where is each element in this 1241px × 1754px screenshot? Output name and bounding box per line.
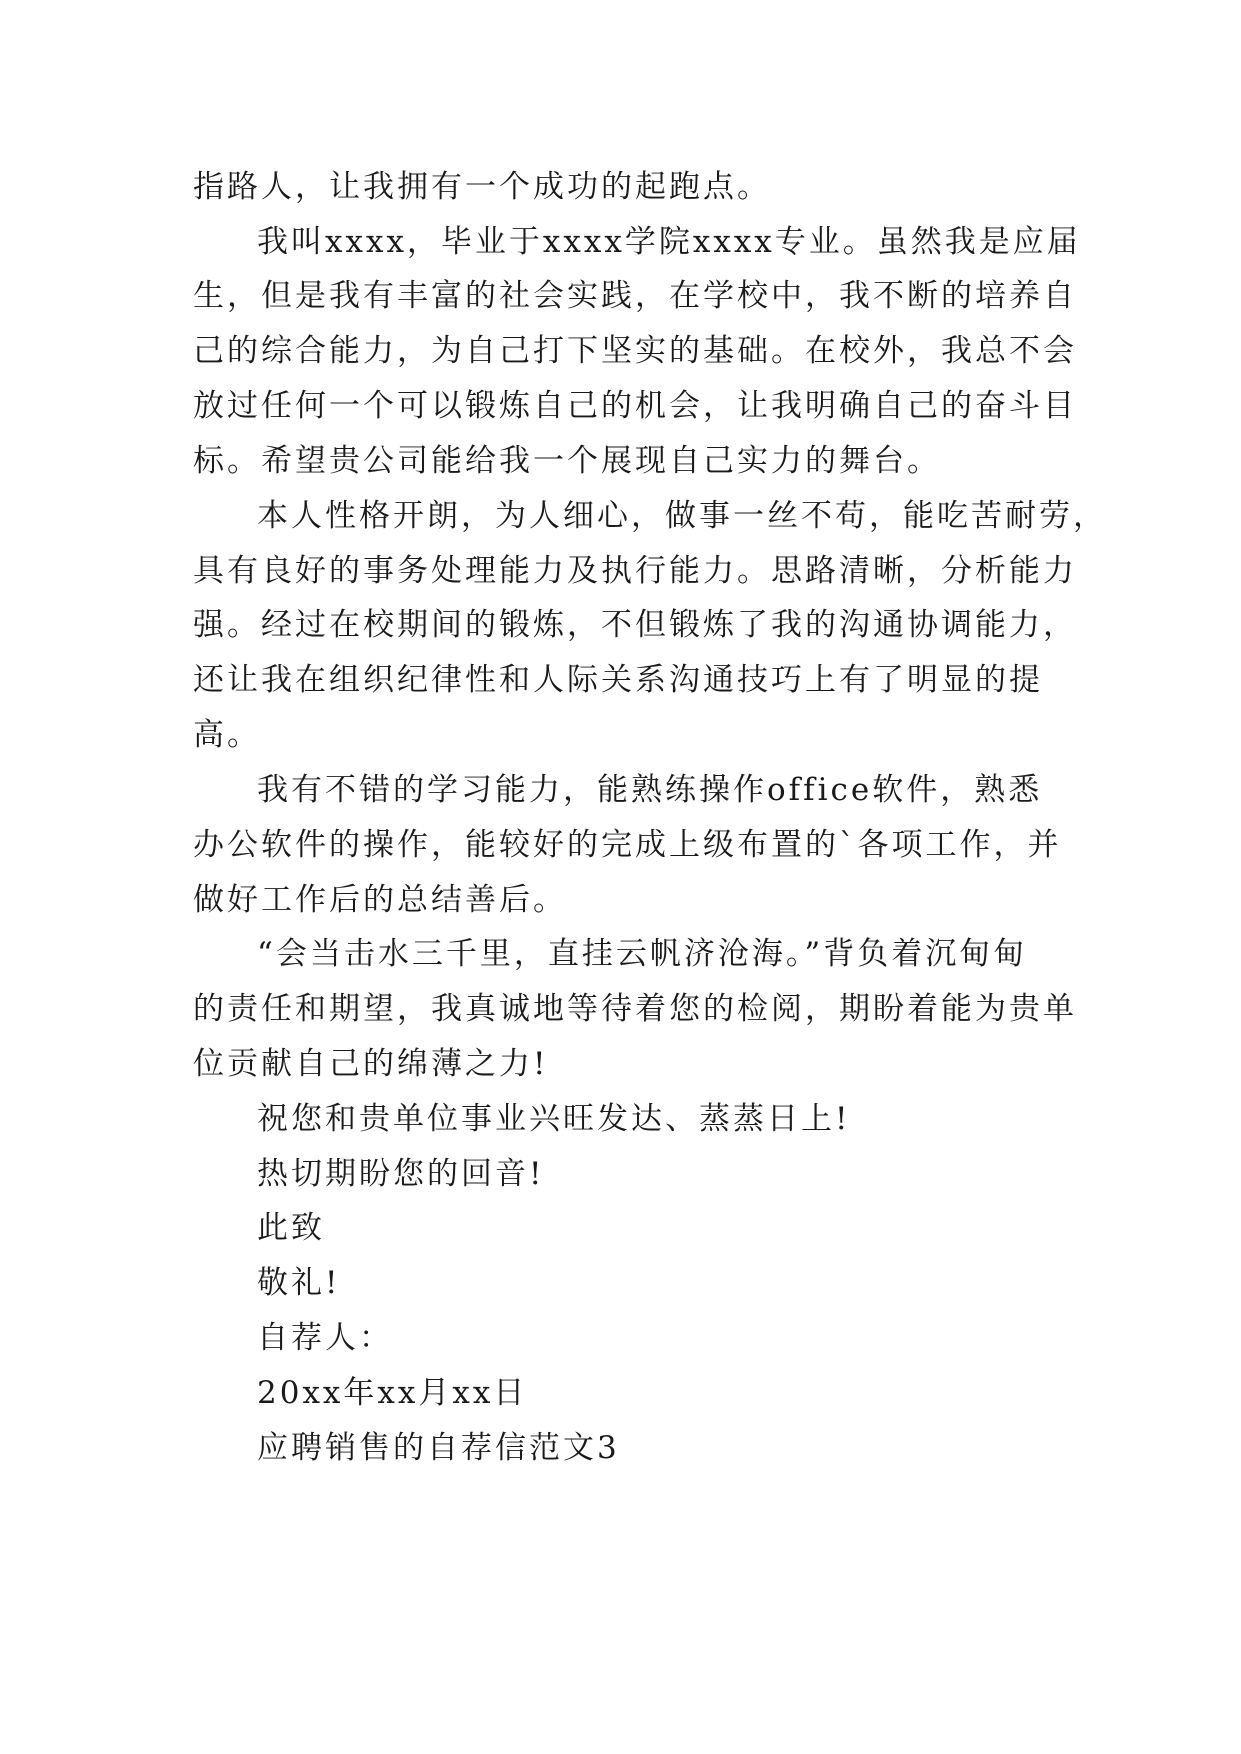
- section-heading: 应聘销售的自荐信范文3: [257, 1430, 620, 1466]
- paragraph-first-line: 我叫xxxx，毕业于xxxx学院xxxx专业。虽然我是应届: [257, 224, 1081, 260]
- body-text-line: 位贡献自己的绵薄之力!: [193, 1046, 549, 1082]
- body-text-line: 的责任和期望，我真诚地等待着您的检阅，期盼着能为贵单: [193, 991, 1077, 1027]
- signature-label: 自荐人：: [257, 1320, 393, 1356]
- salutation-cizhi: 此致: [257, 1210, 325, 1246]
- body-text-line: 还让我在组织纪律性和人际关系沟通技巧上有了明显的提: [193, 662, 1043, 698]
- closing-wish: 祝您和贵单位事业兴旺发达、蒸蒸日上!: [257, 1101, 851, 1137]
- paragraph-first-line: 本人性格开朗，为人细心，做事一丝不苟，能吃苦耐劳，: [257, 498, 1107, 534]
- body-text-line: 己的综合能力，为自己打下坚实的基础。在校外，我总不会: [193, 333, 1077, 369]
- paragraph-first-line: “会当击水三千里，直挂云帆济沧海。”背负着沉甸甸: [257, 936, 1028, 972]
- body-text-line: 做好工作后的总结善后。: [193, 882, 567, 918]
- body-text-line: 生，但是我有丰富的社会实践，在学校中，我不断的培养自: [193, 278, 1077, 314]
- body-text-line: 具有良好的事务处理能力及执行能力。思路清晰，分析能力: [193, 553, 1077, 589]
- salutation-jingli: 敬礼!: [257, 1265, 341, 1301]
- closing-hope: 热切期盼您的回音!: [257, 1156, 545, 1192]
- body-text-line: 指路人，让我拥有一个成功的起跑点。: [193, 169, 771, 205]
- paragraph-first-line: 我有不错的学习能力，能熟练操作office软件，熟悉: [257, 772, 1043, 808]
- body-text-line: 高。: [193, 717, 261, 753]
- body-text-line: 强。经过在校期间的锻炼，不但锻炼了我的沟通协调能力，: [193, 607, 1077, 643]
- body-text-line: 放过任何一个可以锻炼自己的机会，让我明确自己的奋斗目: [193, 388, 1077, 424]
- body-text-line: 标。希望贵公司能给我一个展现自己实力的舞台。: [193, 443, 941, 479]
- body-text-line: 办公软件的操作，能较好的完成上级布置的`各项工作，并: [193, 827, 1062, 863]
- date-line: 20xx年xx月xx日: [257, 1375, 528, 1411]
